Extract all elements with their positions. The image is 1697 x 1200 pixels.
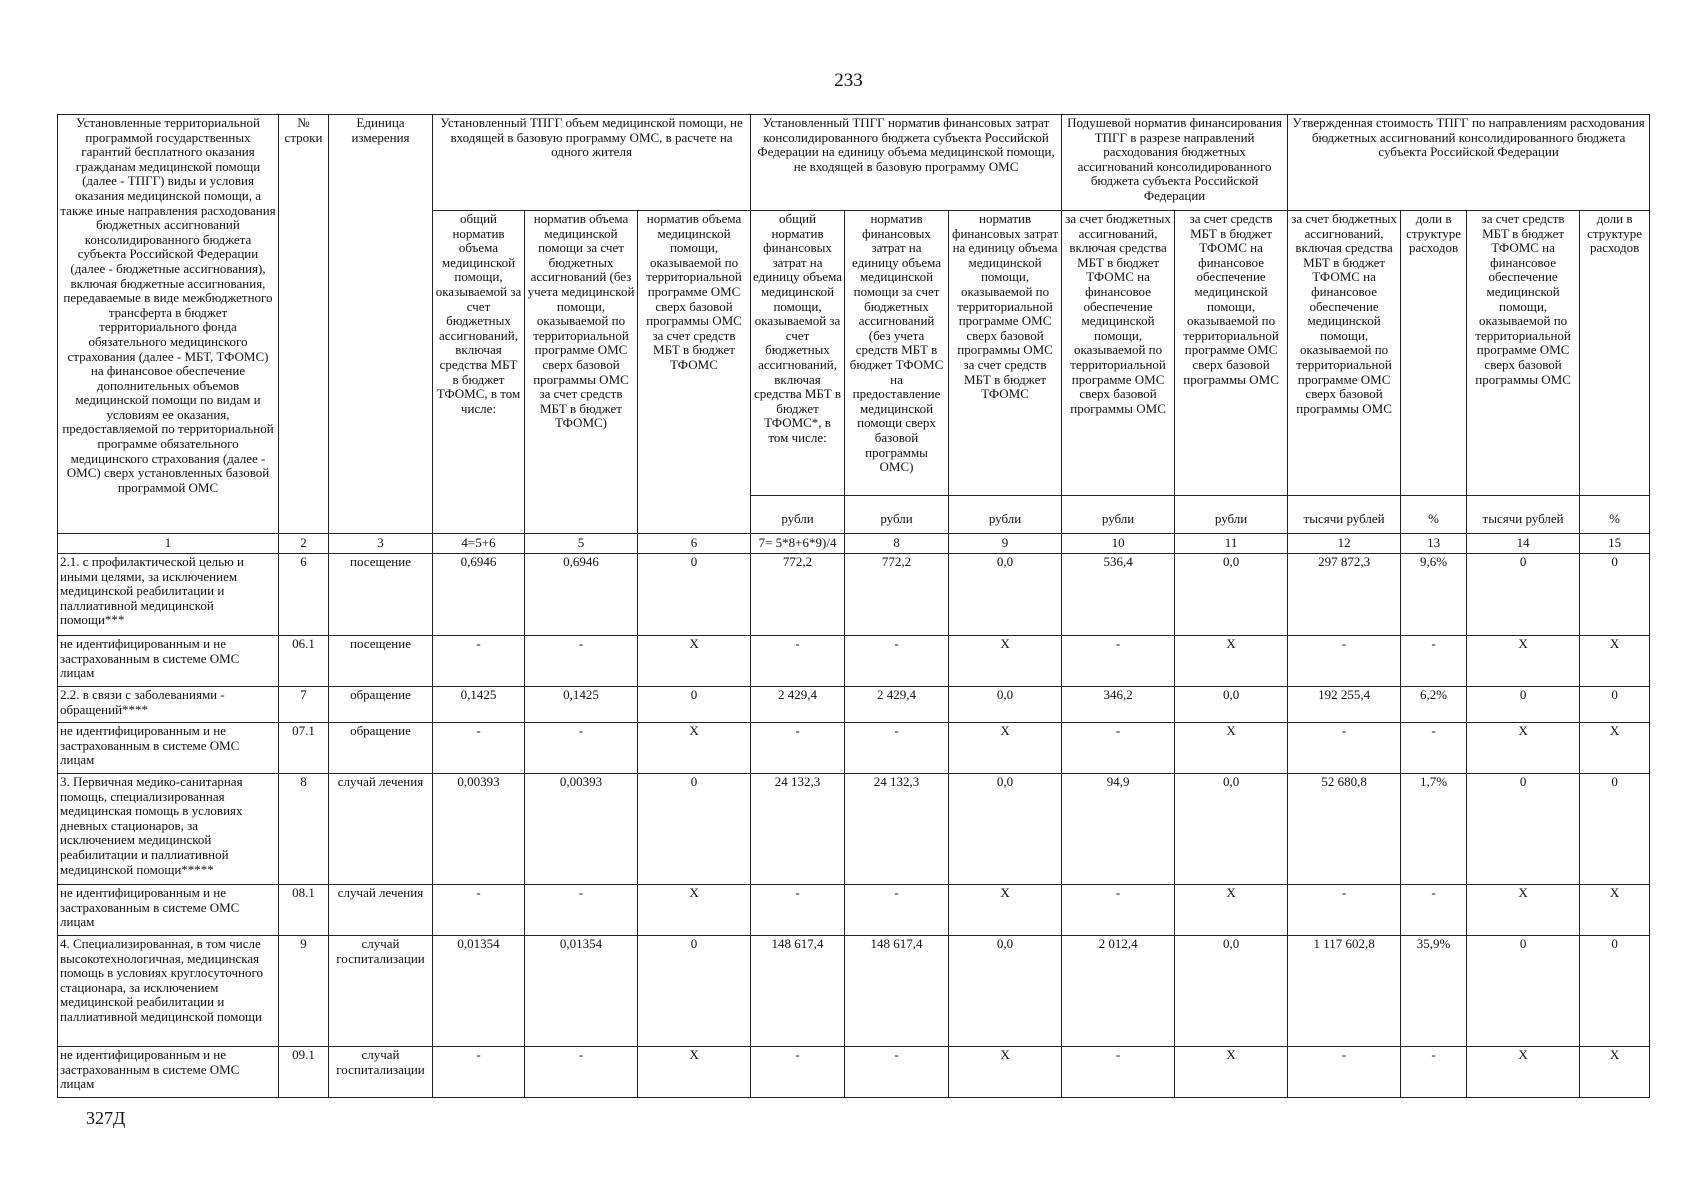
cell-col-6: 0 (638, 687, 751, 723)
cell-col-8: - (845, 885, 949, 936)
header-col-14: за счет средств МБТ в бюджет ТФОМС на финансовое обеспечение медицинской помощи, оказываемой по территориальной программе ОМС сверх базовой программы ОМС (1467, 211, 1580, 496)
row-number: 08.1 (279, 885, 329, 936)
unit-col-7: рубли (751, 496, 845, 534)
col-number: 3 (329, 534, 433, 554)
cell-col-9: 0,0 (949, 774, 1062, 885)
header-group-volume: Установленный ТПГГ объем медицинской помощи, не входящей в базовую программу ОМС, в расчете на одного жителя (433, 115, 751, 211)
unit-col-14: тысячи рублей (1467, 496, 1580, 534)
cell-col-12: 52 680,8 (1288, 774, 1401, 885)
cell-col-11: X (1175, 636, 1288, 687)
row-label: 3. Первичная медико-санитарная помощь, специализированная медицинская помощь в условиях дневных стационаров, за исключением медицинской реабилитации и паллиативной медицинской помощи***** (58, 774, 279, 885)
cell-col-8: - (845, 1047, 949, 1098)
cell-col-5: 0,6946 (525, 554, 638, 636)
cell-col-6: 0 (638, 936, 751, 1047)
cell-col-15: 0 (1580, 687, 1650, 723)
header-col-11: за счет средств МБТ в бюджет ТФОМС на финансовое обеспечение медицинской помощи, оказываемой по территориальной программе ОМС сверх базовой программы ОМС (1175, 211, 1288, 496)
row-label: не идентифицированным и не застрахованным в системе ОМС лицам (58, 636, 279, 687)
cell-col-14: X (1467, 885, 1580, 936)
cell-col-14: 0 (1467, 687, 1580, 723)
cell-col-4: 0,00393 (433, 774, 525, 885)
row-label: не идентифицированным и не застрахованным в системе ОМС лицам (58, 723, 279, 774)
cell-col-13: - (1401, 723, 1467, 774)
row-unit: случай лечения (329, 885, 433, 936)
table-row (58, 774, 1650, 885)
cell-col-14: 0 (1467, 936, 1580, 1047)
col-number: 5 (525, 534, 638, 554)
cell-col-6: X (638, 636, 751, 687)
row-number: 06.1 (279, 636, 329, 687)
row-unit: обращение (329, 723, 433, 774)
cell-col-14: X (1467, 636, 1580, 687)
row-label: не идентифицированным и не застрахованным в системе ОМС лицам (58, 885, 279, 936)
cell-col-14: 0 (1467, 554, 1580, 636)
row-number: 09.1 (279, 1047, 329, 1098)
cell-col-11: X (1175, 885, 1288, 936)
cell-col-15: X (1580, 723, 1650, 774)
cell-col-15: X (1580, 1047, 1650, 1098)
cell-col-11: 0,0 (1175, 554, 1288, 636)
cell-col-7: - (751, 885, 845, 936)
table-row (58, 936, 1650, 1047)
row-number: 9 (279, 936, 329, 1047)
cell-col-6: 0 (638, 554, 751, 636)
cell-col-9: 0,0 (949, 687, 1062, 723)
cell-col-11: X (1175, 1047, 1288, 1098)
column-number-row (58, 534, 1650, 554)
cell-col-14: 0 (1467, 774, 1580, 885)
cell-col-12: - (1288, 723, 1401, 774)
cell-col-8: 772,2 (845, 554, 949, 636)
cell-col-5: 0,1425 (525, 687, 638, 723)
table-row (58, 723, 1650, 774)
cell-col-13: 6,2% (1401, 687, 1467, 723)
col-number: 7= 5*8+6*9)/4 (751, 534, 845, 554)
col-number: 14 (1467, 534, 1580, 554)
cell-col-15: 0 (1580, 554, 1650, 636)
cell-col-5: 0,01354 (525, 936, 638, 1047)
col-number: 13 (1401, 534, 1467, 554)
cell-col-5: - (525, 1047, 638, 1098)
cell-col-13: - (1401, 636, 1467, 687)
cell-col-10: 2 012,4 (1062, 936, 1175, 1047)
cell-col-4: 0,6946 (433, 554, 525, 636)
col-number: 15 (1580, 534, 1650, 554)
cell-col-14: X (1467, 723, 1580, 774)
row-number: 8 (279, 774, 329, 885)
cell-col-10: 536,4 (1062, 554, 1175, 636)
cell-col-8: 24 132,3 (845, 774, 949, 885)
row-unit: случай госпитализации (329, 1047, 433, 1098)
cell-col-5: - (525, 885, 638, 936)
cell-col-13: 9,6% (1401, 554, 1467, 636)
table-row (58, 687, 1650, 723)
header-col-13: доли в структуре расходов (1401, 211, 1467, 496)
cell-col-12: 1 117 602,8 (1288, 936, 1401, 1047)
cell-col-7: - (751, 723, 845, 774)
cell-col-9: 0,0 (949, 936, 1062, 1047)
cell-col-10: 94,9 (1062, 774, 1175, 885)
cell-col-4: - (433, 1047, 525, 1098)
cell-col-7: 148 617,4 (751, 936, 845, 1047)
header-program: Установленные территориальной программой государственных гарантий бесплатного оказания гражданам медицинской помощи (далее - ТПГГ) виды и условия оказания медицинской помощи, а также иные направления расходования бюджетных ассигнований консолидированного бюджета субъекта Российской Федерации (далее - бюджетные ассигнования), включая бюджетные ассигнования, передаваемые в виде межбюджетного трансферта в бюджет территориального фонда обязательного медицинского страхования (далее - МБТ, ТФОМС) на финансовое обеспечение дополнительных объемов медицинской помощи по видам и условиям ее оказания, предоставляемой по территориальной программе обязательного медицинского страхования (далее - ОМС) сверх установленных базовой программой ОМС (58, 115, 279, 534)
row-unit: посещение (329, 554, 433, 636)
header-col-9: норматив финансовых затрат на единицу объема медицинской помощи, оказываемой по территориальной программе ОМС сверх базовой программы ОМС за счет средств МБТ в бюджет ТФОМС (949, 211, 1062, 496)
cell-col-10: - (1062, 1047, 1175, 1098)
header-col-8: норматив финансовых затрат на единицу объема медицинской помощи за счет бюджетных ассигнований (без учета средств МБТ в бюджет ТФОМС на предоставление медицинской помощи сверх базовой программы ОМС) (845, 211, 949, 496)
table-body (58, 554, 1650, 1098)
cell-col-14: X (1467, 1047, 1580, 1098)
cell-col-15: X (1580, 636, 1650, 687)
cell-col-8: - (845, 636, 949, 687)
row-label: не идентифицированным и не застрахованным в системе ОМС лицам (58, 1047, 279, 1098)
cell-col-9: X (949, 1047, 1062, 1098)
unit-col-11: рубли (1175, 496, 1288, 534)
cell-col-12: 297 872,3 (1288, 554, 1401, 636)
col-number: 9 (949, 534, 1062, 554)
cell-col-13: 35,9% (1401, 936, 1467, 1047)
cell-col-12: - (1288, 885, 1401, 936)
cell-col-9: X (949, 885, 1062, 936)
cell-col-13: - (1401, 885, 1467, 936)
col-number: 11 (1175, 534, 1288, 554)
cell-col-4: - (433, 885, 525, 936)
cell-col-4: - (433, 636, 525, 687)
col-number: 2 (279, 534, 329, 554)
cell-col-6: 0 (638, 774, 751, 885)
cell-col-12: - (1288, 1047, 1401, 1098)
cell-col-6: X (638, 723, 751, 774)
cell-col-10: - (1062, 885, 1175, 936)
cell-col-7: 772,2 (751, 554, 845, 636)
header-col-7: общий норматив финансовых затрат на единицу объема медицинской помощи, оказываемой за счет бюджетных ассигнований, включая средства МБТ в бюджет ТФОМС*, в том числе: (751, 211, 845, 496)
header-group-percapita: Подушевой норматив финансирования ТПГГ в разрезе направлений расходования бюджетных ассигнований консолидированного бюджета субъекта Российской Федерации (1062, 115, 1288, 211)
cell-col-7: - (751, 636, 845, 687)
header-row-no: № строки (279, 115, 329, 534)
cell-col-13: 1,7% (1401, 774, 1467, 885)
row-unit: обращение (329, 687, 433, 723)
cell-col-15: 0 (1580, 936, 1650, 1047)
financing-table (57, 114, 1650, 1098)
unit-col-10: рубли (1062, 496, 1175, 534)
cell-col-12: - (1288, 636, 1401, 687)
cell-col-9: X (949, 723, 1062, 774)
header-col-4: общий норматив объема медицинской помощи, оказываемой за счет бюджетных ассигнований, включая средства МБТ в бюджет ТФОМС, в том числе: (433, 211, 525, 534)
table-header (58, 115, 1650, 554)
cell-col-5: - (525, 636, 638, 687)
header-group-norm: Установленный ТПГГ норматив финансовых затрат консолидированного бюджета субъекта Российской Федерации на единицу объема медицинской помощи, не входящей в базовую программу ОМС (751, 115, 1062, 211)
cell-col-13: - (1401, 1047, 1467, 1098)
cell-col-11: 0,0 (1175, 774, 1288, 885)
cell-col-8: 148 617,4 (845, 936, 949, 1047)
cell-col-10: 346,2 (1062, 687, 1175, 723)
cell-col-4: 0,01354 (433, 936, 525, 1047)
unit-col-12: тысячи рублей (1288, 496, 1401, 534)
table-row (58, 885, 1650, 936)
cell-col-9: 0,0 (949, 554, 1062, 636)
cell-col-8: - (845, 723, 949, 774)
page-number: 233 (834, 70, 863, 91)
cell-col-5: 0,00393 (525, 774, 638, 885)
cell-col-11: 0,0 (1175, 687, 1288, 723)
header-col-15: доли в структуре расходов (1580, 211, 1650, 496)
cell-col-15: X (1580, 885, 1650, 936)
unit-col-15: % (1580, 496, 1650, 534)
row-unit: случай госпитализации (329, 936, 433, 1047)
cell-col-7: - (751, 1047, 845, 1098)
cell-col-5: - (525, 723, 638, 774)
row-label: 4. Специализированная, в том числе высокотехнологичная, медицинская помощь в условиях круглосуточного стационара, за исключением медицинской реабилитации и паллиативной медицинской помощи (58, 936, 279, 1047)
header-col-5: норматив объема медицинской помощи за счет бюджетных ассигнований (без учета медицинской помощи, оказываемой по территориальной программе ОМС сверх базовой программы ОМС за счет средств МБТ в бюджет ТФОМС) (525, 211, 638, 534)
cell-col-7: 24 132,3 (751, 774, 845, 885)
table-row (58, 636, 1650, 687)
cell-col-7: 2 429,4 (751, 687, 845, 723)
cell-col-11: X (1175, 723, 1288, 774)
col-number: 6 (638, 534, 751, 554)
unit-col-8: рубли (845, 496, 949, 534)
col-number: 10 (1062, 534, 1175, 554)
table-row (58, 554, 1650, 636)
row-number: 7 (279, 687, 329, 723)
col-number: 12 (1288, 534, 1401, 554)
cell-col-4: - (433, 723, 525, 774)
cell-col-6: X (638, 885, 751, 936)
cell-col-10: - (1062, 636, 1175, 687)
cell-col-12: 192 255,4 (1288, 687, 1401, 723)
unit-col-13: % (1401, 496, 1467, 534)
row-unit: посещение (329, 636, 433, 687)
col-number: 8 (845, 534, 949, 554)
header-group-cost: Утвержденная стоимость ТПГГ по направлениям расходования бюджетных ассигнований консолидированного бюджета субъекта Российской Федерации (1288, 115, 1650, 211)
cell-col-10: - (1062, 723, 1175, 774)
unit-col-9: рубли (949, 496, 1062, 534)
row-number: 6 (279, 554, 329, 636)
row-label: 2.1. с профилактической целью и иными целями, за исключением медицинской реабилитации и паллиативной медицинской помощи*** (58, 554, 279, 636)
table-row (58, 1047, 1650, 1098)
header-col-12: за счет бюджетных ассигнований, включая средства МБТ в бюджет ТФОМС на финансовое обеспечение медицинской помощи, оказываемой по территориальной программе ОМС сверх базовой программы ОМС (1288, 211, 1401, 496)
row-label: 2.2. в связи с заболеваниями - обращений**** (58, 687, 279, 723)
col-number: 4=5+6 (433, 534, 525, 554)
header-unit: Единица измерения (329, 115, 433, 534)
header-col-10: за счет бюджетных ассигнований, включая средства МБТ в бюджет ТФОМС на финансовое обеспечение медицинской помощи, оказываемой по территориальной программе ОМС сверх базовой программы ОМС (1062, 211, 1175, 496)
cell-col-6: X (638, 1047, 751, 1098)
document-code: 327Д (86, 1108, 126, 1128)
cell-col-4: 0,1425 (433, 687, 525, 723)
col-number: 1 (58, 534, 279, 554)
row-number: 07.1 (279, 723, 329, 774)
cell-col-15: 0 (1580, 774, 1650, 885)
header-col-6: норматив объема медицинской помощи, оказываемой по территориальной программе ОМС сверх базовой программы ОМС за счет средств МБТ в бюджет ТФОМС (638, 211, 751, 534)
cell-col-8: 2 429,4 (845, 687, 949, 723)
cell-col-9: X (949, 636, 1062, 687)
cell-col-11: 0,0 (1175, 936, 1288, 1047)
row-unit: случай лечения (329, 774, 433, 885)
